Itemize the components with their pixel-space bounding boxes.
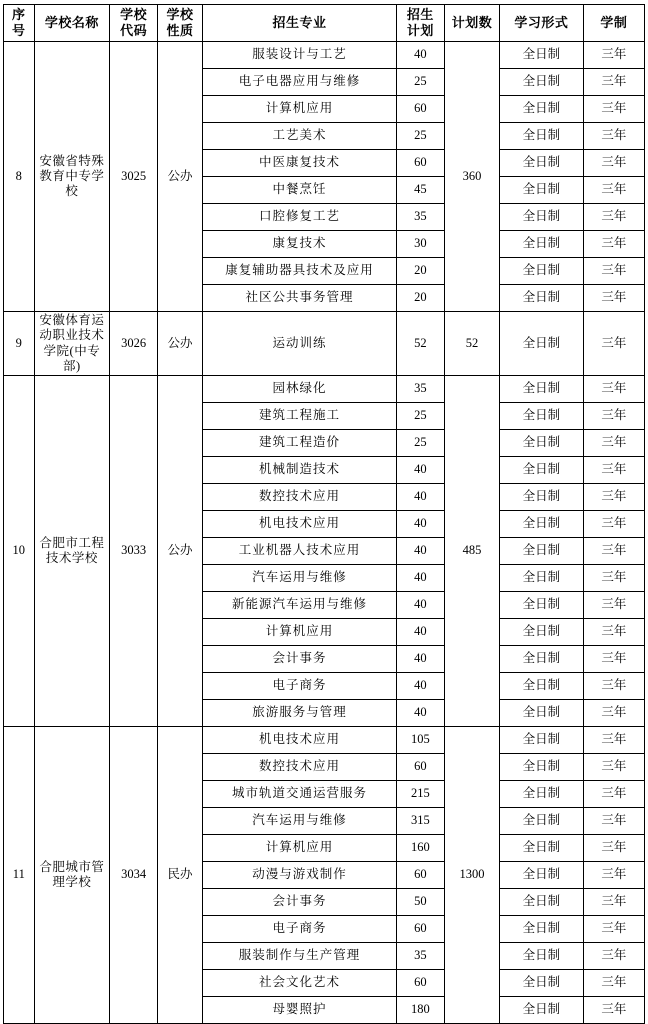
cell-major-plan: 50 bbox=[396, 889, 444, 916]
cell-major-name: 新能源汽车运用与维修 bbox=[203, 592, 397, 619]
cell-years: 三年 bbox=[583, 916, 644, 943]
cell-major-plan: 40 bbox=[396, 619, 444, 646]
cell-study-form: 全日制 bbox=[500, 916, 584, 943]
table-row bbox=[4, 376, 645, 403]
column-header-school-code: 学校 代码 bbox=[110, 5, 158, 42]
enrollment-plan-table bbox=[3, 4, 645, 1024]
cell-study-form: 全日制 bbox=[500, 862, 584, 889]
cell-major-name: 机电技术应用 bbox=[203, 511, 397, 538]
cell-years: 三年 bbox=[583, 511, 644, 538]
cell-major-name: 社会文化艺术 bbox=[203, 970, 397, 997]
cell-years: 三年 bbox=[583, 538, 644, 565]
cell-study-form: 全日制 bbox=[500, 403, 584, 430]
cell-major-name: 汽车运用与维修 bbox=[203, 808, 397, 835]
table-row bbox=[4, 42, 645, 69]
cell-study-form: 全日制 bbox=[500, 312, 584, 376]
cell-major-plan: 40 bbox=[396, 565, 444, 592]
cell-major-name: 康复技术 bbox=[203, 231, 397, 258]
cell-study-form: 全日制 bbox=[500, 754, 584, 781]
cell-major-name: 建筑工程造价 bbox=[203, 430, 397, 457]
cell-years: 三年 bbox=[583, 889, 644, 916]
cell-major-name: 计算机应用 bbox=[203, 835, 397, 862]
cell-school-type: 公办 bbox=[158, 312, 203, 376]
cell-major-plan: 35 bbox=[396, 376, 444, 403]
cell-major-name: 动漫与游戏制作 bbox=[203, 862, 397, 889]
table-body bbox=[4, 42, 645, 1024]
column-header-study-form: 学习形式 bbox=[500, 5, 584, 42]
cell-years: 三年 bbox=[583, 430, 644, 457]
cell-school-total: 485 bbox=[444, 376, 499, 727]
cell-school-total: 52 bbox=[444, 312, 499, 376]
cell-major-plan: 40 bbox=[396, 484, 444, 511]
cell-major-name: 工艺美术 bbox=[203, 123, 397, 150]
cell-major-plan: 25 bbox=[396, 123, 444, 150]
cell-school-code: 3033 bbox=[110, 376, 158, 727]
cell-major-name: 园林绿化 bbox=[203, 376, 397, 403]
cell-study-form: 全日制 bbox=[500, 457, 584, 484]
cell-study-form: 全日制 bbox=[500, 727, 584, 754]
cell-school-name: 安徽体育运动职业技术学院(中专部) bbox=[34, 312, 110, 376]
cell-study-form: 全日制 bbox=[500, 835, 584, 862]
cell-major-name: 旅游服务与管理 bbox=[203, 700, 397, 727]
cell-major-plan: 40 bbox=[396, 646, 444, 673]
cell-major-name: 会计事务 bbox=[203, 646, 397, 673]
cell-years: 三年 bbox=[583, 484, 644, 511]
cell-major-plan: 20 bbox=[396, 285, 444, 312]
cell-major-plan: 45 bbox=[396, 177, 444, 204]
cell-years: 三年 bbox=[583, 619, 644, 646]
cell-years: 三年 bbox=[583, 258, 644, 285]
cell-major-plan: 35 bbox=[396, 204, 444, 231]
cell-major-name: 计算机应用 bbox=[203, 619, 397, 646]
cell-study-form: 全日制 bbox=[500, 970, 584, 997]
cell-major-plan: 105 bbox=[396, 727, 444, 754]
cell-years: 三年 bbox=[583, 835, 644, 862]
cell-years: 三年 bbox=[583, 943, 644, 970]
cell-major-name: 母婴照护 bbox=[203, 997, 397, 1024]
cell-index: 11 bbox=[4, 727, 35, 1024]
cell-major-plan: 40 bbox=[396, 700, 444, 727]
cell-years: 三年 bbox=[583, 403, 644, 430]
cell-school-name: 安徽省特殊教育中专学校 bbox=[34, 42, 110, 312]
cell-study-form: 全日制 bbox=[500, 538, 584, 565]
table-header-row bbox=[4, 5, 645, 42]
cell-years: 三年 bbox=[583, 808, 644, 835]
cell-major-plan: 40 bbox=[396, 42, 444, 69]
cell-study-form: 全日制 bbox=[500, 123, 584, 150]
cell-years: 三年 bbox=[583, 754, 644, 781]
cell-study-form: 全日制 bbox=[500, 376, 584, 403]
cell-major-name: 建筑工程施工 bbox=[203, 403, 397, 430]
cell-major-plan: 25 bbox=[396, 69, 444, 96]
cell-study-form: 全日制 bbox=[500, 646, 584, 673]
table-row bbox=[4, 312, 645, 376]
cell-years: 三年 bbox=[583, 997, 644, 1024]
cell-major-plan: 180 bbox=[396, 997, 444, 1024]
cell-major-name: 服装制作与生产管理 bbox=[203, 943, 397, 970]
cell-study-form: 全日制 bbox=[500, 565, 584, 592]
cell-major-name: 会计事务 bbox=[203, 889, 397, 916]
cell-study-form: 全日制 bbox=[500, 69, 584, 96]
cell-study-form: 全日制 bbox=[500, 511, 584, 538]
cell-major-name: 电子商务 bbox=[203, 916, 397, 943]
column-header-school-type: 学校 性质 bbox=[158, 5, 203, 42]
cell-study-form: 全日制 bbox=[500, 285, 584, 312]
column-header-plan: 招生 计划 bbox=[396, 5, 444, 42]
column-header-major: 招生专业 bbox=[203, 5, 397, 42]
cell-major-name: 数控技术应用 bbox=[203, 484, 397, 511]
cell-years: 三年 bbox=[583, 781, 644, 808]
cell-years: 三年 bbox=[583, 565, 644, 592]
cell-years: 三年 bbox=[583, 96, 644, 123]
cell-major-plan: 60 bbox=[396, 862, 444, 889]
cell-study-form: 全日制 bbox=[500, 150, 584, 177]
cell-years: 三年 bbox=[583, 646, 644, 673]
cell-major-name: 中医康复技术 bbox=[203, 150, 397, 177]
cell-major-plan: 40 bbox=[396, 457, 444, 484]
cell-years: 三年 bbox=[583, 700, 644, 727]
cell-study-form: 全日制 bbox=[500, 700, 584, 727]
cell-major-name: 中餐烹饪 bbox=[203, 177, 397, 204]
cell-major-plan: 60 bbox=[396, 916, 444, 943]
cell-major-name: 机械制造技术 bbox=[203, 457, 397, 484]
cell-major-plan: 60 bbox=[396, 754, 444, 781]
cell-school-type: 公办 bbox=[158, 376, 203, 727]
cell-study-form: 全日制 bbox=[500, 177, 584, 204]
cell-study-form: 全日制 bbox=[500, 258, 584, 285]
cell-years: 三年 bbox=[583, 457, 644, 484]
cell-major-plan: 40 bbox=[396, 538, 444, 565]
cell-study-form: 全日制 bbox=[500, 619, 584, 646]
column-header-years: 学制 bbox=[583, 5, 644, 42]
cell-years: 三年 bbox=[583, 177, 644, 204]
cell-major-name: 电子商务 bbox=[203, 673, 397, 700]
cell-major-plan: 60 bbox=[396, 96, 444, 123]
cell-years: 三年 bbox=[583, 150, 644, 177]
cell-major-name: 服装设计与工艺 bbox=[203, 42, 397, 69]
cell-major-name: 口腔修复工艺 bbox=[203, 204, 397, 231]
cell-study-form: 全日制 bbox=[500, 430, 584, 457]
column-header-school-name: 学校名称 bbox=[34, 5, 110, 42]
cell-major-plan: 40 bbox=[396, 592, 444, 619]
cell-study-form: 全日制 bbox=[500, 673, 584, 700]
cell-school-type: 公办 bbox=[158, 42, 203, 312]
cell-major-plan: 215 bbox=[396, 781, 444, 808]
cell-major-name: 工业机器人技术应用 bbox=[203, 538, 397, 565]
cell-major-plan: 25 bbox=[396, 403, 444, 430]
cell-study-form: 全日制 bbox=[500, 997, 584, 1024]
cell-study-form: 全日制 bbox=[500, 889, 584, 916]
cell-index: 8 bbox=[4, 42, 35, 312]
cell-years: 三年 bbox=[583, 204, 644, 231]
cell-major-plan: 40 bbox=[396, 673, 444, 700]
cell-study-form: 全日制 bbox=[500, 231, 584, 258]
cell-study-form: 全日制 bbox=[500, 808, 584, 835]
cell-major-name: 城市轨道交通运营服务 bbox=[203, 781, 397, 808]
cell-years: 三年 bbox=[583, 727, 644, 754]
cell-major-name: 机电技术应用 bbox=[203, 727, 397, 754]
cell-major-plan: 20 bbox=[396, 258, 444, 285]
table-header bbox=[4, 5, 645, 42]
cell-major-plan: 30 bbox=[396, 231, 444, 258]
column-header-total: 计划数 bbox=[444, 5, 499, 42]
cell-major-name: 数控技术应用 bbox=[203, 754, 397, 781]
cell-years: 三年 bbox=[583, 42, 644, 69]
column-header-index: 序 号 bbox=[4, 5, 35, 42]
cell-major-plan: 52 bbox=[396, 312, 444, 376]
cell-school-type: 民办 bbox=[158, 727, 203, 1024]
cell-school-name: 合肥城市管理学校 bbox=[34, 727, 110, 1024]
table-row bbox=[4, 727, 645, 754]
cell-study-form: 全日制 bbox=[500, 204, 584, 231]
cell-years: 三年 bbox=[583, 862, 644, 889]
cell-major-name: 计算机应用 bbox=[203, 96, 397, 123]
cell-major-name: 汽车运用与维修 bbox=[203, 565, 397, 592]
cell-years: 三年 bbox=[583, 376, 644, 403]
cell-study-form: 全日制 bbox=[500, 781, 584, 808]
cell-school-name: 合肥市工程技术学校 bbox=[34, 376, 110, 727]
cell-major-plan: 40 bbox=[396, 511, 444, 538]
cell-major-plan: 35 bbox=[396, 943, 444, 970]
cell-study-form: 全日制 bbox=[500, 943, 584, 970]
cell-years: 三年 bbox=[583, 312, 644, 376]
cell-school-total: 1300 bbox=[444, 727, 499, 1024]
cell-study-form: 全日制 bbox=[500, 592, 584, 619]
cell-major-plan: 60 bbox=[396, 970, 444, 997]
cell-years: 三年 bbox=[583, 69, 644, 96]
cell-major-name: 社区公共事务管理 bbox=[203, 285, 397, 312]
cell-study-form: 全日制 bbox=[500, 96, 584, 123]
cell-school-total: 360 bbox=[444, 42, 499, 312]
cell-major-name: 康复辅助器具技术及应用 bbox=[203, 258, 397, 285]
cell-years: 三年 bbox=[583, 970, 644, 997]
cell-major-plan: 60 bbox=[396, 150, 444, 177]
cell-study-form: 全日制 bbox=[500, 484, 584, 511]
cell-major-name: 电子电器应用与维修 bbox=[203, 69, 397, 96]
cell-years: 三年 bbox=[583, 285, 644, 312]
cell-years: 三年 bbox=[583, 592, 644, 619]
cell-years: 三年 bbox=[583, 673, 644, 700]
cell-index: 9 bbox=[4, 312, 35, 376]
cell-school-code: 3025 bbox=[110, 42, 158, 312]
cell-years: 三年 bbox=[583, 231, 644, 258]
cell-years: 三年 bbox=[583, 123, 644, 150]
cell-major-name: 运动训练 bbox=[203, 312, 397, 376]
cell-index: 10 bbox=[4, 376, 35, 727]
cell-school-code: 3026 bbox=[110, 312, 158, 376]
cell-school-code: 3034 bbox=[110, 727, 158, 1024]
cell-study-form: 全日制 bbox=[500, 42, 584, 69]
cell-major-plan: 25 bbox=[396, 430, 444, 457]
cell-major-plan: 315 bbox=[396, 808, 444, 835]
cell-major-plan: 160 bbox=[396, 835, 444, 862]
